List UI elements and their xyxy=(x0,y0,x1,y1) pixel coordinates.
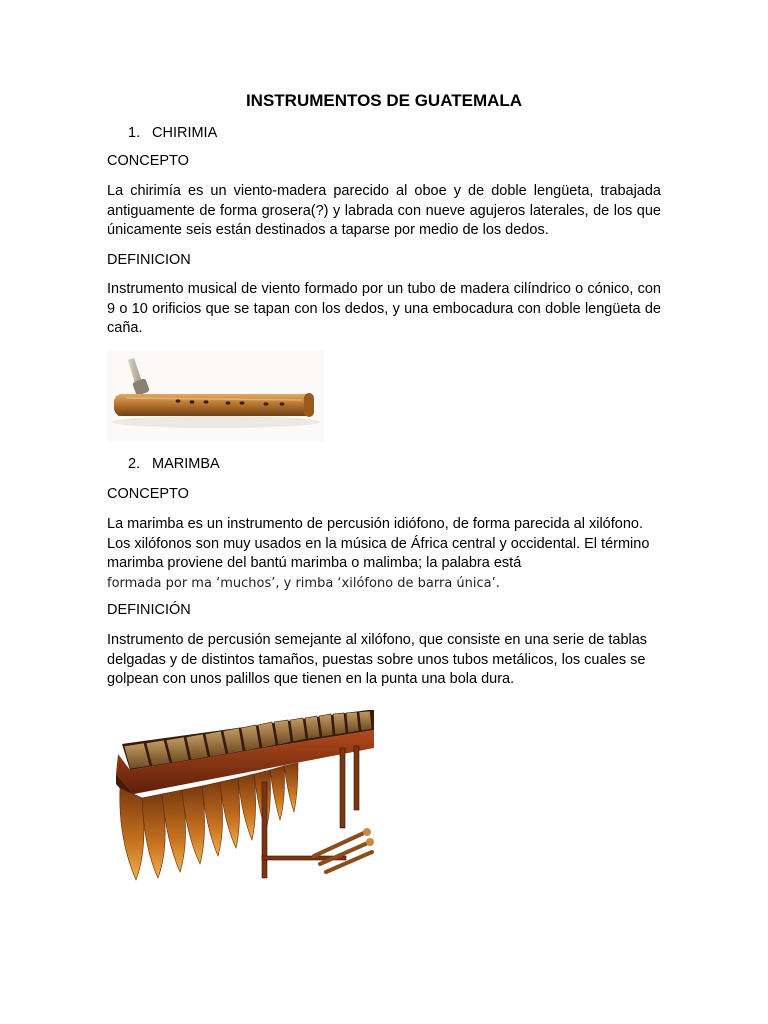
concept-heading: CONCEPTO xyxy=(107,153,189,169)
concept-paragraph: La chirimía es un viento-madera parecido al oboe y de doble lengüeta, trabajada antiguamente de forma grosera(?) y labrada con nueve agujeros laterales, de los que únicamente seis están destinados a taparse por medio de los dedos. xyxy=(107,183,661,238)
chirimia-image xyxy=(106,350,324,442)
concept-heading: CONCEPTO xyxy=(107,486,189,502)
marimba-image xyxy=(114,708,374,884)
definition-heading: DEFINICIÓN xyxy=(107,602,191,618)
section-name: CHIRIMIA xyxy=(152,125,218,141)
section-number: 2. xyxy=(128,456,141,472)
definition-paragraph: Instrumento de percusión semejante al xilófono, que consiste en una serie de tablas delgadas y de distintos tamaños, puestas sobre unos tubos metálicos, los cuales se golpean con unos palillos que tienen en la punta una bola dura. xyxy=(107,632,648,687)
section-number: 1. xyxy=(128,125,141,141)
concept-paragraph xyxy=(107,515,661,593)
section-heading-marimba xyxy=(128,456,220,472)
concept-text: La marimba es un instrumento de percusión idiófono, de forma parecida al xilófono. Los xilófonos son muy usados en la música de África central y occidental. El término marimba proviene del bantú marimba o malimba; la palabra está xyxy=(107,516,650,571)
concept-text-tail: formada por ma ‘muchos’, y rimba ‘xilófono de barra única’. xyxy=(107,575,500,591)
section-name: MARIMBA xyxy=(152,456,220,472)
definition-paragraph: Instrumento musical de viento formado por un tubo de madera cilíndrico o cónico, con 9 o 10 orificios que se tapan con los dedos, y una embocadura con doble lengüeta de caña. xyxy=(107,281,661,336)
page-title: INSTRUMENTOS DE GUATEMALA xyxy=(245,91,523,110)
definition-heading: DEFINICION xyxy=(107,252,191,268)
section-heading-chirimia xyxy=(128,125,217,141)
